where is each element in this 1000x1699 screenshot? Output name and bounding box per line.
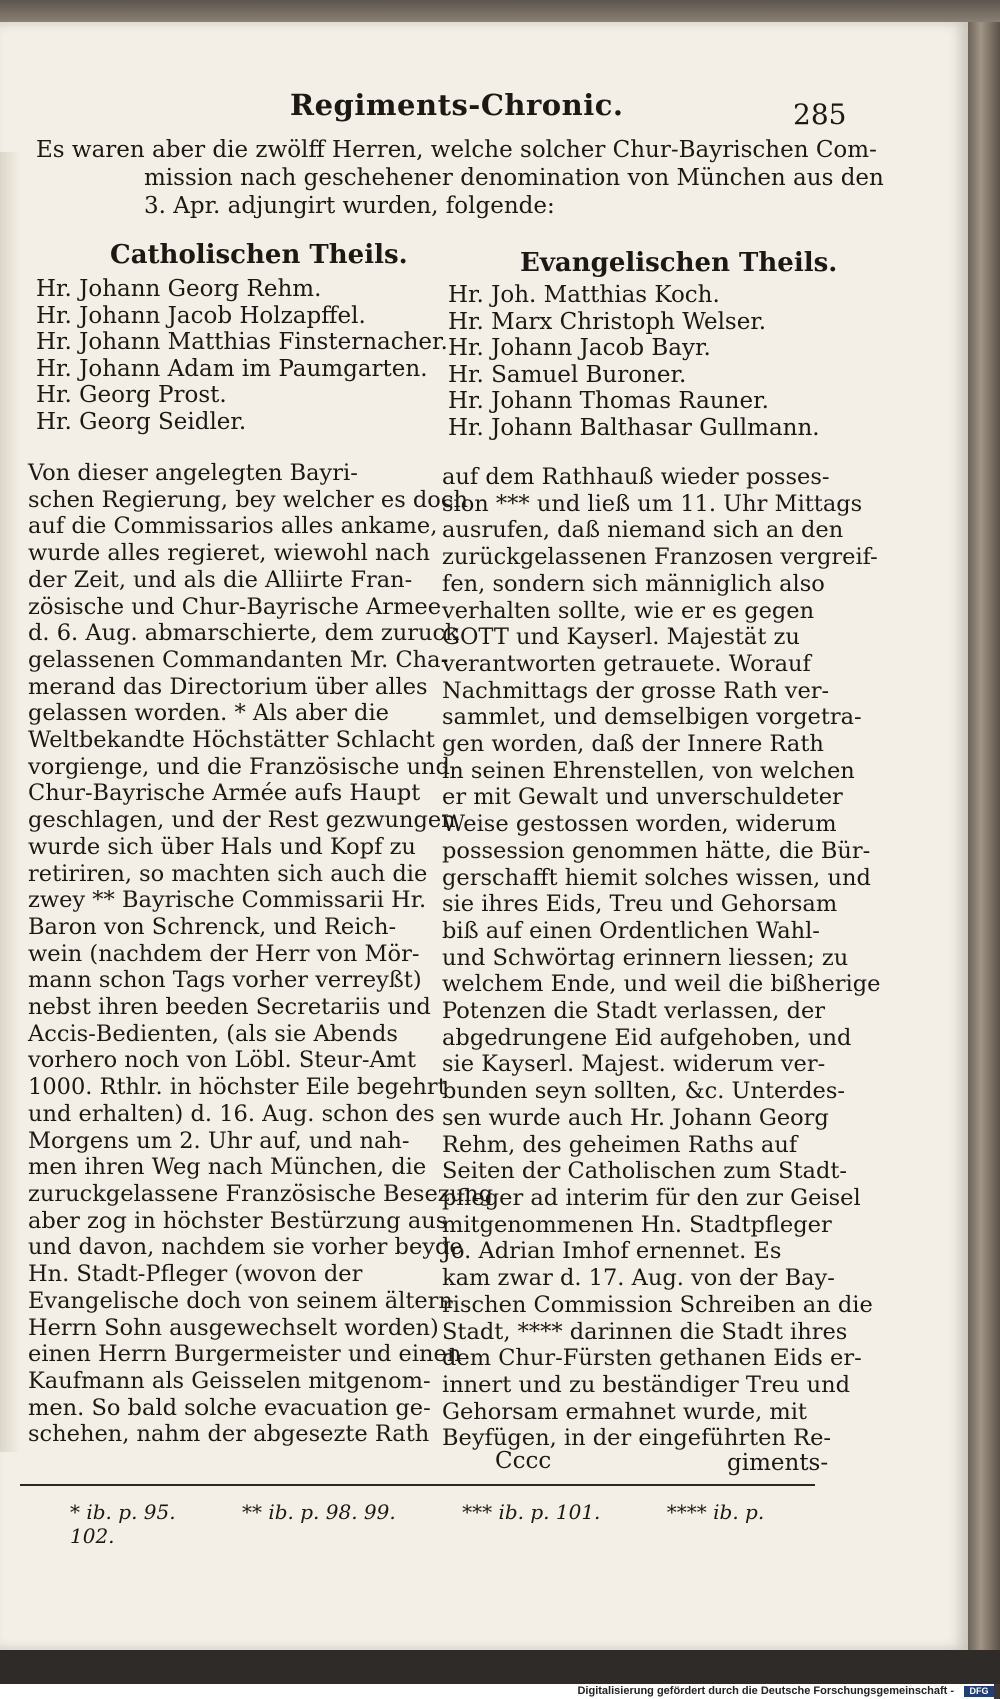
text-line: welchem Ende, und weil die bißherige bbox=[442, 971, 881, 998]
list-item: Hr. Johann Adam im Paumgarten. bbox=[36, 355, 428, 382]
list-item: Hr. Marx Christoph Welser. bbox=[448, 308, 767, 335]
text-line: rischen Commission Schreiben an die bbox=[442, 1291, 873, 1318]
text-line: Jo. Adrian Imhof ernennet. Es bbox=[442, 1238, 782, 1265]
running-title: Regiments-Chronic. bbox=[290, 88, 624, 122]
page-gutter-shadow bbox=[0, 152, 20, 1452]
text-line: verantworten getrauete. Worauf bbox=[442, 650, 811, 677]
footnote-rule bbox=[20, 1484, 815, 1486]
text-line: biß auf einen Ordentlichen Wahl- bbox=[442, 917, 820, 944]
text-line: sie Kayserl. Majest. widerum ver- bbox=[442, 1051, 826, 1078]
text-line: abgedrungene Eid aufgehoben, und bbox=[442, 1024, 852, 1051]
right-text-column bbox=[442, 464, 881, 1452]
text-line: Morgens um 2. Uhr auf, und nah- bbox=[28, 1127, 410, 1154]
list-item: Hr. Georg Seidler. bbox=[36, 408, 247, 435]
text-line: kam zwar d. 17. Aug. von der Bay- bbox=[442, 1265, 835, 1292]
text-line: gerschafft hiemit solches wissen, und bbox=[442, 864, 871, 891]
list-item: Hr. Johann Thomas Rauner. bbox=[448, 388, 769, 414]
text-line: schehen, nahm der abgesezte Rath bbox=[28, 1421, 430, 1448]
text-line: GOTT und Kayserl. Majestät zu bbox=[442, 624, 800, 651]
text-line: ausrufen, daß niemand sich an den bbox=[442, 517, 844, 544]
text-line: geschlagen, und der Rest gezwungen bbox=[28, 807, 456, 834]
intro-line: 3. Apr. adjungirt wurden, folgende: bbox=[144, 193, 555, 219]
list-item: Hr. Johann Jacob Bayr. bbox=[448, 335, 711, 361]
text-line: mann schon Tags vorher verreyßt) bbox=[28, 967, 422, 994]
text-line: der Zeit, und als die Alliirte Fran- bbox=[28, 566, 413, 593]
text-line: Hn. Stadt-Pfleger (wovon der bbox=[28, 1261, 363, 1288]
text-line: men. So bald solche evacuation ge- bbox=[28, 1394, 431, 1421]
text-line: merand das Directorium über alles bbox=[28, 673, 428, 700]
text-line: mitgenommenen Hn. Stadtpfleger bbox=[442, 1211, 832, 1238]
text-line: auf die Commissarios alles ankame, bbox=[28, 513, 438, 540]
text-line: Stadt, **** darinnen die Stadt ihres bbox=[442, 1318, 848, 1345]
text-line: Beyfügen, in der eingeführten Re- bbox=[442, 1425, 832, 1452]
text-line: Von dieser angelegten Bayri- bbox=[28, 460, 358, 486]
footnote: * ib. p. 95. bbox=[70, 1500, 176, 1524]
list-item: Hr. Johann Matthias Finsternacher. bbox=[36, 329, 448, 355]
evangelical-heading: Evangelischen Theils. bbox=[520, 248, 838, 278]
text-line: zösische und Chur-Bayrische Armee bbox=[28, 593, 442, 620]
signature-mark: Cccc bbox=[495, 1448, 552, 1474]
text-line: Nachmittags der grosse Rath ver- bbox=[442, 677, 830, 704]
footnotes bbox=[70, 1500, 770, 1548]
text-line: in seinen Ehrenstellen, von welchen bbox=[442, 757, 855, 784]
text-line: und Schwörtag erinnern liessen; zu bbox=[442, 944, 849, 971]
text-line: Kaufmann als Geisselen mitgenom- bbox=[28, 1367, 431, 1394]
catchword: giments- bbox=[727, 1450, 829, 1476]
text-line: Chur-Bayrische Armée aufs Haupt bbox=[28, 780, 421, 807]
intro-line: mission nach geschehener denomination von München aus den bbox=[144, 165, 884, 191]
page-number: 285 bbox=[793, 98, 847, 131]
evangelical-names-list bbox=[448, 282, 820, 441]
catholic-names-list bbox=[36, 276, 448, 435]
text-line: er mit Gewalt und unverschuldeter bbox=[442, 784, 843, 811]
text-line: Herrn Sohn ausgewechselt worden) bbox=[28, 1314, 439, 1341]
scan-bottom-band bbox=[0, 1650, 1000, 1684]
text-line: sie ihres Eids, Treu und Gehorsam bbox=[442, 891, 838, 918]
text-line: zwey ** Bayrische Commissarii Hr. bbox=[28, 887, 427, 914]
text-line: bunden seyn sollten, &c. Unterdes- bbox=[442, 1078, 845, 1105]
text-line: und erhalten) d. 16. Aug. schon des bbox=[28, 1100, 435, 1127]
list-item: Hr. Georg Prost. bbox=[36, 382, 227, 408]
text-line: wein (nachdem der Herr von Mör- bbox=[28, 940, 420, 967]
text-line: men ihren Weg nach München, die bbox=[28, 1154, 427, 1181]
text-line: Gehorsam ermahnet wurde, mit bbox=[442, 1398, 807, 1425]
text-line: possession genommen hätte, die Bür- bbox=[442, 837, 871, 864]
text-line: vorhero noch von Löbl. Steur-Amt bbox=[28, 1047, 417, 1074]
text-line: Weise gestossen worden, widerum bbox=[442, 811, 837, 838]
text-line: sammlet, und demselbigen vorgetra- bbox=[442, 704, 862, 731]
intro-paragraph bbox=[36, 136, 884, 220]
text-line: Seiten der Catholischen zum Stadt- bbox=[442, 1158, 847, 1185]
list-item: Hr. Johann Georg Rehm. bbox=[36, 276, 322, 302]
text-line: und davon, nachdem sie vorher beyde bbox=[28, 1234, 463, 1261]
digitization-credit: Digitalisierung gefördert durch die Deutsche Forschungsgemeinschaft - bbox=[0, 1684, 994, 1699]
top-edge bbox=[0, 0, 1000, 22]
text-line: Potenzen die Stadt verlassen, der bbox=[442, 998, 826, 1025]
text-line: Weltbekandte Höchstätter Schlacht bbox=[28, 727, 435, 754]
text-line: dem Chur-Fürsten gethanen Eids er- bbox=[442, 1345, 862, 1372]
list-item: Hr. Johann Balthasar Gullmann. bbox=[448, 414, 820, 441]
text-line: gelassenen Commandanten Mr. Cha- bbox=[28, 646, 449, 673]
list-item: Hr. Joh. Matthias Koch. bbox=[448, 282, 720, 308]
text-line: pfleger ad interim für den zur Geisel bbox=[442, 1184, 861, 1211]
text-line: gelassen worden. * Als aber die bbox=[28, 700, 389, 727]
text-line: auf dem Rathhauß wieder posses- bbox=[442, 464, 830, 490]
text-line: 1000. Rthlr. in höchster Eile begehrt bbox=[28, 1074, 447, 1101]
text-line: fen, sondern sich männiglich also bbox=[442, 570, 825, 597]
left-text-column bbox=[28, 460, 493, 1448]
text-line: Evangelische doch von seinem ältern bbox=[28, 1287, 453, 1314]
text-line: Rehm, des geheimen Raths auf bbox=[442, 1131, 798, 1158]
text-line: verhalten sollte, wie er es gegen bbox=[442, 597, 815, 624]
text-line: sen wurde auch Hr. Johann Georg bbox=[442, 1104, 829, 1131]
text-line: wurde alles regieret, wiewohl nach bbox=[28, 540, 431, 567]
text-line: Baron von Schrenck, und Reich- bbox=[28, 913, 397, 940]
footnote: *** ib. p. 101. bbox=[462, 1500, 601, 1524]
catholic-heading: Catholischen Theils. bbox=[110, 240, 408, 270]
text-line: vorgienge, und die Französische und bbox=[28, 753, 450, 780]
list-item: Hr. Johann Jacob Holzapffel. bbox=[36, 302, 366, 329]
footnote: **** ib. p. 102. bbox=[70, 1500, 765, 1548]
text-line: Accis-Bedienten, (als sie Abends bbox=[28, 1020, 398, 1047]
text-line: sion *** und ließ um 11. Uhr Mittags bbox=[442, 490, 863, 517]
text-line: nebst ihren beeden Secretariis und bbox=[28, 994, 431, 1021]
text-line: gen worden, daß der Innere Rath bbox=[442, 731, 824, 758]
text-line: einen Herrn Burgermeister und einen bbox=[28, 1341, 462, 1368]
text-line: aber zog in höchster Bestürzung aus bbox=[28, 1207, 448, 1234]
book-spine bbox=[968, 22, 1000, 1650]
text-line: d. 6. Aug. abmarschierte, dem zuruck bbox=[28, 620, 459, 647]
text-line: zurückgelassenen Franzosen vergreif- bbox=[442, 544, 878, 571]
text-line: wurde sich über Hals und Kopf zu bbox=[28, 833, 416, 860]
list-item: Hr. Samuel Buroner. bbox=[448, 361, 687, 388]
intro-line: Es waren aber die zwölff Herren, welche solcher Chur-Bayrischen Com- bbox=[36, 137, 877, 163]
text-line: innert und zu beständiger Treu und bbox=[442, 1371, 851, 1398]
dfg-logo: DFG bbox=[964, 1686, 994, 1697]
text-line: schen Regierung, bey welcher es doch bbox=[28, 486, 468, 513]
text-line: zuruckgelassene Französische Besezung bbox=[28, 1180, 493, 1207]
footnote: ** ib. p. 98. 99. bbox=[241, 1500, 396, 1524]
text-line: retiriren, so machten sich auch die bbox=[28, 860, 428, 887]
